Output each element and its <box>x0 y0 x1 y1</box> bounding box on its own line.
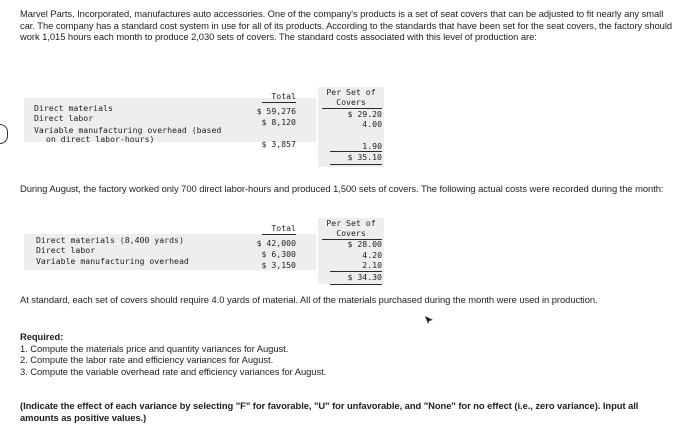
row-per-set: $ 28.00 <box>347 239 382 249</box>
intro-paragraph: Marvel Parts, Incorporated, manufactures auto accessories. One of the company's products is a set of seat covers that can be adjusted to fit nearly any small car. The company has a standard cost system in use for all of its products. According to the standards that have been set for the seat covers, the factory should work 1,015 hours each month to produce 2,030 sets of covers. The standard costs associated with this level of production are: <box>20 8 673 42</box>
instruction-text: (Indicate the effect of each variance by selecting "F" for favorable, "U" for unfavorable, and "None" for no effect (i.e., zero variance). Input all amounts as positive values.) <box>20 400 639 423</box>
total-header-rule <box>262 102 296 103</box>
required-item: 2. Compute the labor rate and efficiency variances for August. <box>20 354 274 365</box>
row-total: $ 6,300 <box>261 249 296 259</box>
col-total-header: Total <box>271 91 296 101</box>
row-label: Direct labor <box>36 245 96 255</box>
per-set-total: $ 35.10 <box>347 152 382 162</box>
row-total: $ 59,276 <box>256 106 296 116</box>
august-paragraph: During August, the factory worked only 700 direct labor-hours and produced 1,500 sets of covers. The following actual costs were recorded during the month: <box>20 183 664 194</box>
cursor-icon <box>424 315 434 325</box>
row-label: Direct materials <box>34 103 113 113</box>
col-per-set-header: Per Set of <box>326 87 376 97</box>
standard-note: At standard, each set of covers should require 4.0 yards of material. All of the materials purchased during the month were used in production. <box>20 294 598 305</box>
row-total: $ 3,150 <box>261 260 296 270</box>
col-per-set-header-2: Covers <box>336 97 366 107</box>
row-total: $ 8,120 <box>261 117 296 127</box>
row-total: $ 42,000 <box>256 238 296 248</box>
row-per-set: 4.20 <box>362 250 382 260</box>
row-label: Direct materials (8,400 yards) <box>36 235 184 245</box>
row-per-set: 1.90 <box>362 141 382 151</box>
bracket-mark <box>0 124 8 144</box>
total-rule <box>330 164 382 165</box>
col-per-set-header: Per Set of <box>326 218 376 228</box>
total-header-rule <box>262 234 296 235</box>
row-per-set: $ 29.20 <box>347 109 382 119</box>
row-per-set: 4.00 <box>362 119 382 129</box>
col-per-set-header-2: Covers <box>336 228 366 238</box>
row-label: Direct labor <box>34 113 94 123</box>
col-total-header: Total <box>271 223 296 233</box>
row-total: $ 3,857 <box>261 139 296 149</box>
row-label: Variable manufacturing overhead <box>36 256 189 266</box>
per-set-total: $ 34.30 <box>347 272 382 282</box>
total-rule <box>330 284 382 285</box>
row-label-cont: on direct labor-hours) <box>46 134 155 144</box>
row-per-set: 2.10 <box>362 260 382 270</box>
required-item: 3. Compute the variable overhead rate and efficiency variances for August. <box>20 366 327 377</box>
row-label: Variable manufacturing overhead (based <box>34 125 222 135</box>
required-heading: Required: <box>20 331 64 342</box>
required-item: 1. Compute the materials price and quantity variances for August. <box>20 343 289 354</box>
